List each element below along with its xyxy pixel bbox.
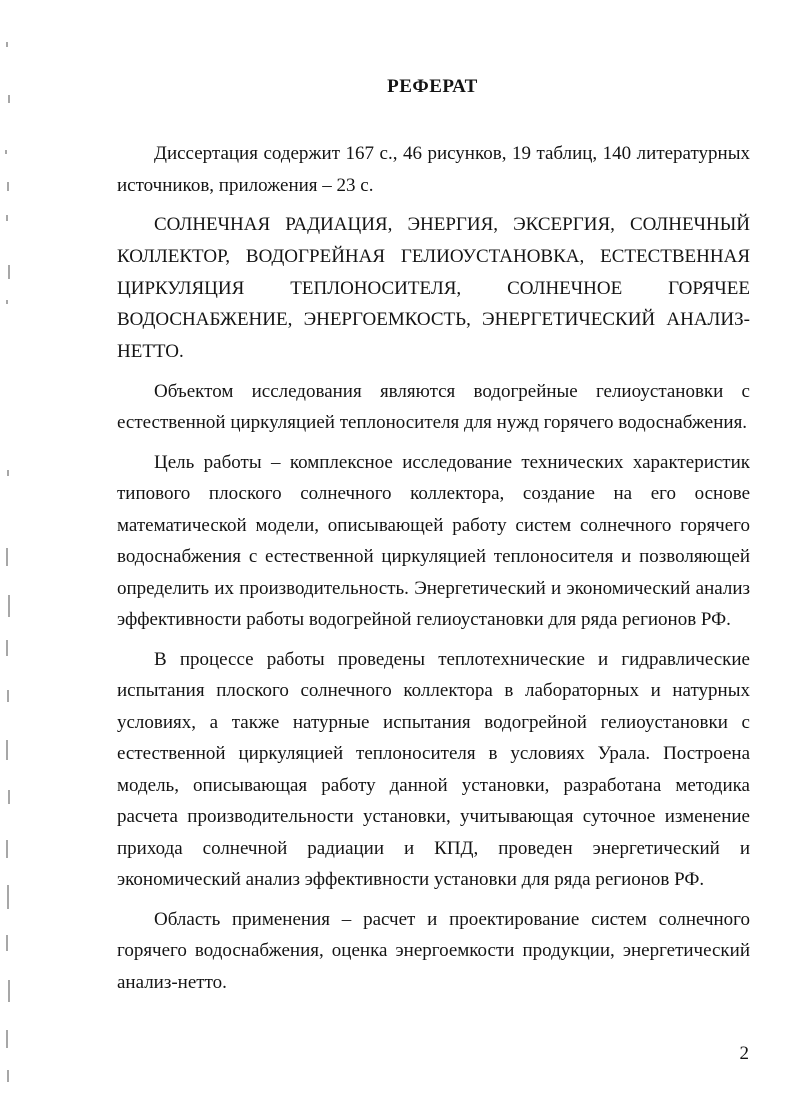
paragraph-goal: Цель работы – комплексное исследование технических характеристик типового плоского солнечного коллектора, создание на его основе математической модели, описывающей работу систем солнечного горячего водоснабжения с естественной циркуляцией теплоносителя и позволяющей определить их производительность. Энергетический и экономический анализ эффективности работы водогрейной гелиоустановки для ряда регионов РФ.: [117, 451, 750, 631]
paragraph-summary: Диссертация содержит 167 с., 46 рисунков, 19 таблиц, 140 литературных источников, приложения – 23 с.: [117, 143, 750, 196]
paragraph-application: Область применения – расчет и проектирование систем солнечного горячего водоснабжения, оценка энергоемкости продукции, энергетический анализ-нетто.: [117, 908, 750, 993]
paragraph-keywords: СОЛНЕЧНАЯ РАДИАЦИЯ, ЭНЕРГИЯ, ЭКСЕРГИЯ, СОЛНЕЧНЫЙ КОЛЛЕКТОР, ВОДОГРЕЙНАЯ ГЕЛИОУСТАНОВКА, ЕСТЕСТВЕННАЯ ЦИРКУЛЯЦИЯ ТЕПЛОНОСИТЕЛЯ, СОЛНЕЧНОЕ ГОРЯЧЕЕ ВОДОСНАБЖЕНИЕ, ЭНЕРГОЕМКОСТЬ, ЭНЕРГЕТИЧЕСКИЙ АНАЛИЗ-НЕТТО.: [117, 214, 750, 363]
scan-edge-marks: [0, 0, 14, 1105]
page-number: 2: [739, 1043, 749, 1064]
abstract-body: [117, 138, 750, 1006]
paragraph-object: Объектом исследования являются водогрейные гелиоустановки с естественной циркуляцией теплоносителя для нужд горячего водоснабжения.: [117, 380, 750, 434]
page-title: РЕФЕРАТ: [387, 76, 478, 97]
paragraph-process: В процессе работы проведены теплотехнические и гидравлические испытания плоского солнечного коллектора в лабораторных и натурных условиях, а также натурные испытания водогрейной гелиоустановки с естественной циркуляцией теплоносителя в условиях Урала. Построена модель, описывающая работу данной установки, разработана методика расчета производительности установки, учитывающая суточное изменение прихода солнечной радиации и КПД, проведен энергетический и экономический анализ эффективности установки для ряда регионов РФ.: [117, 648, 750, 891]
